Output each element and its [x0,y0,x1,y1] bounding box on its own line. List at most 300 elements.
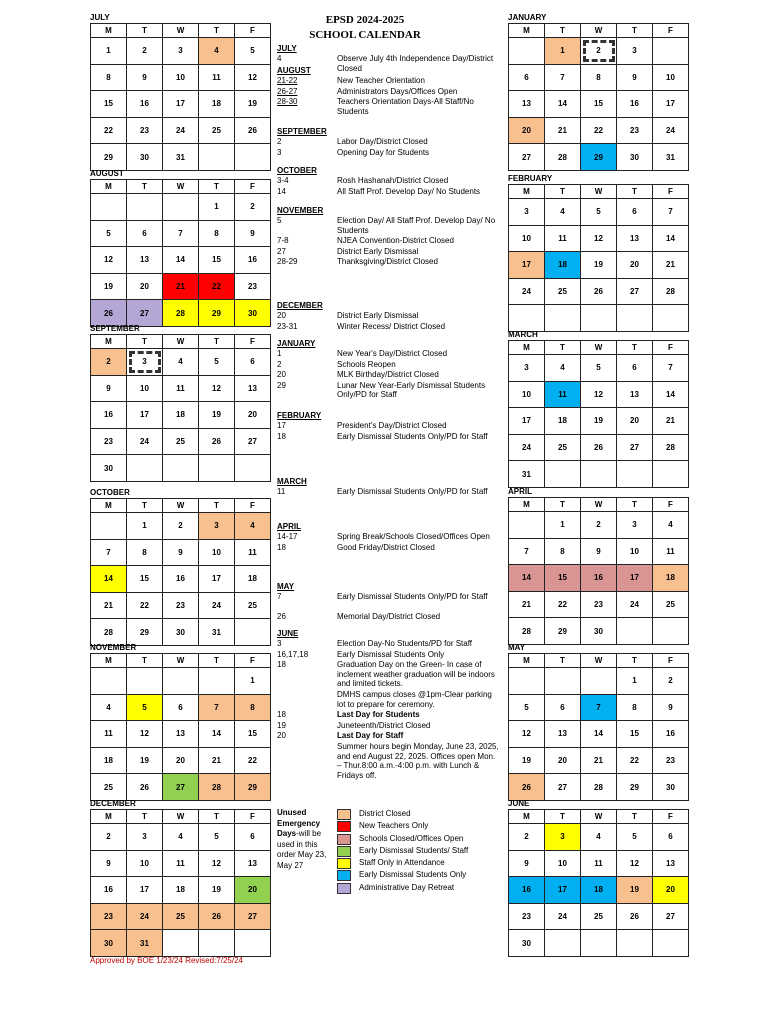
day-cell: 16 [581,565,617,592]
day-cell: 19 [235,91,271,118]
event-text: Thanksgiving/District Closed [337,257,438,267]
weekday-header: T [617,185,653,199]
empty-cell [199,930,235,957]
week-row [91,428,271,455]
day-cell: 28 [91,619,127,646]
day-cell: 16 [91,877,127,904]
day-cell: 14 [91,566,127,593]
day-cell: 22 [235,747,271,774]
event-text: Election Day/ All Staff Prof. Develop Day/ No Students [337,216,496,235]
week-row [509,850,689,877]
day-cell: 30 [617,144,653,171]
week-row [91,300,271,327]
empty-cell [163,455,199,482]
day-cell: 21 [91,592,127,619]
weekday-header: T [127,335,163,349]
day-cell: 20 [545,747,581,774]
day-cell: 13 [545,721,581,748]
day-cell: 27 [235,903,271,930]
day-cell: 19 [127,747,163,774]
day-cell: 10 [545,850,581,877]
day-cell: 15 [199,247,235,274]
weekday-header: F [235,335,271,349]
week-row [91,539,271,566]
event-date: 4 [277,54,282,63]
day-cell: 22 [545,591,581,618]
day-cell: 24 [199,592,235,619]
week-row [509,252,689,279]
day-cell: 23 [91,903,127,930]
day-cell: 17 [617,565,653,592]
day-cell: 14 [509,565,545,592]
day-cell: 5 [235,38,271,65]
day-cell: 22 [91,117,127,144]
day-cell: 17 [545,877,581,904]
day-cell: 20 [235,402,271,429]
day-cell: 18 [653,565,689,592]
day-cell: 25 [163,428,199,455]
month-label-july: JULY [90,13,110,22]
week-row [91,824,271,851]
weekday-header: F [653,24,689,38]
unused-emergency-days [277,808,335,871]
day-cell: 27 [127,300,163,327]
day-cell: 5 [617,824,653,851]
weekday-header: T [127,810,163,824]
empty-cell [509,668,545,695]
day-cell: 3 [199,513,235,540]
month-grid-december [90,809,271,957]
event-date: 18 [277,660,286,670]
legend-label: New Teachers Only [359,821,429,831]
day-cell: 30 [91,455,127,482]
day-cell: 12 [235,64,271,91]
day-cell: 4 [653,512,689,539]
event-date: 20 [277,731,286,741]
day-cell: 2 [235,194,271,221]
day-cell: 10 [617,538,653,565]
event-date: 20 [277,370,286,380]
day-cell: 21 [581,747,617,774]
event-text: Election Day-No Students/PD for Staff [337,639,473,648]
week-row [91,513,271,540]
month-label-march: MARCH [508,330,538,339]
event-date: 16,17,18 [277,649,309,659]
event-text: Administrators Days/Offices Open [337,86,458,96]
week-row [91,774,271,801]
event-date: 1 [277,349,282,358]
week-row [509,199,689,226]
day-cell: 16 [235,247,271,274]
day-cell: 26 [235,117,271,144]
weekday-header: T [545,654,581,668]
approval-note: Approved by BOE 1/23/24 Revised:7/25/24 [90,956,243,965]
day-cell: 27 [509,144,545,171]
empty-cell [235,930,271,957]
day-cell: 14 [163,247,199,274]
day-cell: 7 [199,694,235,721]
empty-cell [163,930,199,957]
events-month-february: FEBRUARY [277,411,322,420]
weekday-header: T [617,24,653,38]
weekday-header: T [127,180,163,194]
day-cell: 28 [653,434,689,461]
day-cell: 11 [163,850,199,877]
events-month-august: AUGUST [277,66,311,75]
day-cell: 5 [199,824,235,851]
empty-cell [199,668,235,695]
day-cell: 25 [163,903,199,930]
day-cell: 28 [509,618,545,645]
day-cell: 26 [617,903,653,930]
day-cell: 7 [545,64,581,91]
week-row [509,930,689,957]
empty-cell [199,455,235,482]
day-cell: 1 [235,668,271,695]
week-row [509,305,689,332]
week-row [509,694,689,721]
day-cell: 8 [617,694,653,721]
day-cell: 9 [509,850,545,877]
week-row [509,903,689,930]
week-row [509,117,689,144]
event-date: 11 [277,487,286,496]
week-row [509,144,689,171]
month-label-april: APRIL [508,487,532,496]
event-date: 23-31 [277,321,298,331]
weekday-header: M [91,810,127,824]
weekday-header: F [235,499,271,513]
day-cell: 7 [581,694,617,721]
month-label-may: MAY [508,643,526,652]
day-cell: 9 [581,538,617,565]
day-cell: 21 [653,408,689,435]
day-cell: 26 [199,428,235,455]
event-date: 7 [277,592,282,601]
day-cell: 10 [509,225,545,252]
weekday-header: T [199,654,235,668]
day-cell: 9 [653,694,689,721]
events-month-december: DECEMBER [277,301,323,310]
week-row [91,747,271,774]
day-cell: 13 [235,850,271,877]
day-cell: 4 [163,824,199,851]
event-text: MLK Birthday/District Closed [337,370,439,380]
empty-cell [509,512,545,539]
legend-label: Staff Only in Attendance [359,858,445,868]
day-cell: 6 [653,824,689,851]
day-cell: 9 [163,539,199,566]
day-cell: 2 [581,512,617,539]
weekday-header: F [235,810,271,824]
day-cell: 4 [545,355,581,382]
events-month-may: MAY [277,582,295,591]
week-row [91,402,271,429]
day-cell: 11 [91,721,127,748]
unused-emergency-text: -will be used in this order May 23, May 27 [277,829,327,870]
day-cell: 14 [653,225,689,252]
day-cell: 11 [581,850,617,877]
weekday-header: T [545,24,581,38]
week-row [509,278,689,305]
week-row [509,591,689,618]
day-cell: 26 [199,903,235,930]
weekday-header: W [163,499,199,513]
empty-cell [545,930,581,957]
day-cell: 2 [91,824,127,851]
day-cell: 23 [163,592,199,619]
day-cell: 24 [545,903,581,930]
empty-cell [653,38,689,65]
events-month-july: JULY [277,44,297,53]
day-cell: 5 [581,199,617,226]
day-cell: 11 [545,381,581,408]
day-cell: 20 [127,273,163,300]
day-cell: 4 [91,694,127,721]
day-cell: 3 [617,512,653,539]
event-date: 3-4 [277,176,289,185]
day-cell: 7 [91,539,127,566]
event-text: District Early Dismissal [337,246,419,256]
day-cell: 24 [653,117,689,144]
weekday-header: W [163,180,199,194]
event-date: 20 [277,311,286,320]
event-text: District Early Dismissal [337,311,419,320]
legend-swatch [337,821,351,832]
empty-cell [235,619,271,646]
event-text: President's Day/District Closed [337,421,447,430]
week-row [509,565,689,592]
day-cell: 21 [653,252,689,279]
weekday-header: M [91,24,127,38]
day-cell: 31 [127,930,163,957]
event-text: New Teacher Orientation [337,76,425,85]
events-month-november: NOVEMBER [277,206,324,215]
day-cell: 20 [163,747,199,774]
day-cell: 12 [581,381,617,408]
event-date: 26 [277,612,286,622]
week-row [509,381,689,408]
day-cell: 25 [235,592,271,619]
events-month-april: APRIL [277,522,301,531]
day-cell: 4 [235,513,271,540]
day-cell: 24 [163,117,199,144]
event-date: 29 [277,380,286,390]
events-month-march: MARCH [277,477,307,486]
day-cell: 15 [235,721,271,748]
day-cell: 30 [581,618,617,645]
day-cell: 20 [617,408,653,435]
month-grid-july [90,23,271,171]
day-cell: 9 [617,64,653,91]
day-cell: 13 [235,375,271,402]
day-cell: 1 [617,668,653,695]
day-cell: 29 [617,774,653,801]
day-cell: 5 [91,220,127,247]
day-cell: 11 [163,375,199,402]
month-grid-november [90,653,271,801]
day-cell: 3 [509,199,545,226]
day-cell: 5 [127,694,163,721]
day-cell: 29 [91,144,127,171]
day-cell: 31 [163,144,199,171]
weekday-header: M [509,341,545,355]
day-cell: 10 [127,850,163,877]
legend-label: District Closed [359,809,411,818]
week-row [91,220,271,247]
weekday-header: W [163,810,199,824]
event-text: New Year's Day/District Closed [337,349,448,358]
empty-cell [235,455,271,482]
day-cell: 17 [127,402,163,429]
event-text: Opening Day for Students [337,147,430,157]
day-cell: 13 [617,381,653,408]
day-cell: 6 [545,694,581,721]
week-row [91,903,271,930]
day-cell: 10 [653,64,689,91]
day-cell: 29 [199,300,235,327]
empty-cell [581,305,617,332]
week-row [509,512,689,539]
event-text: Winter Recess/ District Closed [337,321,446,331]
month-label-november: NOVEMBER [90,643,137,652]
legend-label: Schools Closed/Offices Open [359,833,464,843]
event-date: 3 [277,147,282,157]
day-cell: 7 [509,538,545,565]
day-cell: 1 [545,512,581,539]
day-cell: 3 [545,824,581,851]
empty-cell [163,668,199,695]
day-cell: 6 [163,694,199,721]
empty-cell [581,930,617,957]
week-row [509,461,689,488]
day-cell: 22 [127,592,163,619]
empty-cell [581,461,617,488]
day-cell: 17 [653,91,689,118]
day-cell: 19 [617,877,653,904]
week-row [91,877,271,904]
empty-cell [581,668,617,695]
week-row [509,38,689,65]
day-cell: 31 [653,144,689,171]
legend-label: Administrative Day Retreat [359,882,455,892]
event-date: 14 [277,186,286,196]
day-cell: 23 [235,273,271,300]
weekday-header: M [509,24,545,38]
events-month-june: JUNE [277,629,299,638]
event-date: 2 [277,137,282,146]
event-date: 3 [277,639,282,648]
day-cell: 5 [509,694,545,721]
day-cell: 16 [509,877,545,904]
day-cell: 12 [509,721,545,748]
month-label-october: OCTOBER [90,488,130,497]
week-row [509,877,689,904]
day-cell: 10 [127,375,163,402]
day-cell: 1 [545,38,581,65]
week-row [91,455,271,482]
day-cell: 23 [653,747,689,774]
day-cell: 13 [653,850,689,877]
day-cell: 18 [235,566,271,593]
week-row [509,64,689,91]
day-cell: 21 [509,591,545,618]
day-cell: 13 [163,721,199,748]
week-row [91,117,271,144]
weekday-header: T [199,499,235,513]
day-cell: 25 [545,278,581,305]
day-cell: 17 [509,252,545,279]
legend-swatch [337,834,351,845]
weekday-header: M [91,335,127,349]
empty-cell [199,144,235,171]
day-cell: 3 [617,38,653,65]
day-cell: 1 [199,194,235,221]
weekday-header: F [653,185,689,199]
legend-label: Early Dismissal Students Only [359,870,467,880]
weekday-header: F [653,498,689,512]
event-date: 26-27 [277,86,298,96]
day-cell: 28 [163,300,199,327]
month-label-june: JUNE [508,799,530,808]
legend-swatch [337,809,351,820]
empty-cell [235,144,271,171]
day-cell: 23 [581,591,617,618]
day-cell: 21 [199,747,235,774]
week-row [91,273,271,300]
week-row [509,434,689,461]
weekday-header: T [617,498,653,512]
day-cell: 8 [235,694,271,721]
week-row [91,64,271,91]
day-cell: 23 [127,117,163,144]
day-cell: 30 [235,300,271,327]
day-cell: 17 [509,408,545,435]
month-label-december: DECEMBER [90,799,136,808]
day-cell: 6 [617,199,653,226]
event-date: 28-30 [277,97,298,107]
day-cell: 5 [581,355,617,382]
day-cell: 19 [199,877,235,904]
weekday-header: M [91,499,127,513]
weekday-header: F [235,180,271,194]
day-cell: 25 [545,434,581,461]
week-row [509,747,689,774]
week-row [91,694,271,721]
event-text: Spring Break/Schools Closed/Offices Open [337,532,490,541]
event-date: 2 [277,359,282,369]
day-cell: 27 [653,903,689,930]
day-cell: 29 [545,618,581,645]
day-cell: 12 [199,850,235,877]
day-cell: 18 [91,747,127,774]
day-cell: 2 [653,668,689,695]
day-cell: 24 [127,903,163,930]
empty-cell [545,668,581,695]
day-cell: 23 [91,428,127,455]
day-cell: 4 [581,824,617,851]
legend-swatch [337,883,351,894]
day-cell: 28 [581,774,617,801]
day-cell: 2 [509,824,545,851]
week-row [91,247,271,274]
weekday-header: F [235,24,271,38]
day-cell: 8 [581,64,617,91]
week-row [509,721,689,748]
weekday-header: T [545,185,581,199]
day-cell: 18 [545,408,581,435]
weekday-header: T [545,341,581,355]
